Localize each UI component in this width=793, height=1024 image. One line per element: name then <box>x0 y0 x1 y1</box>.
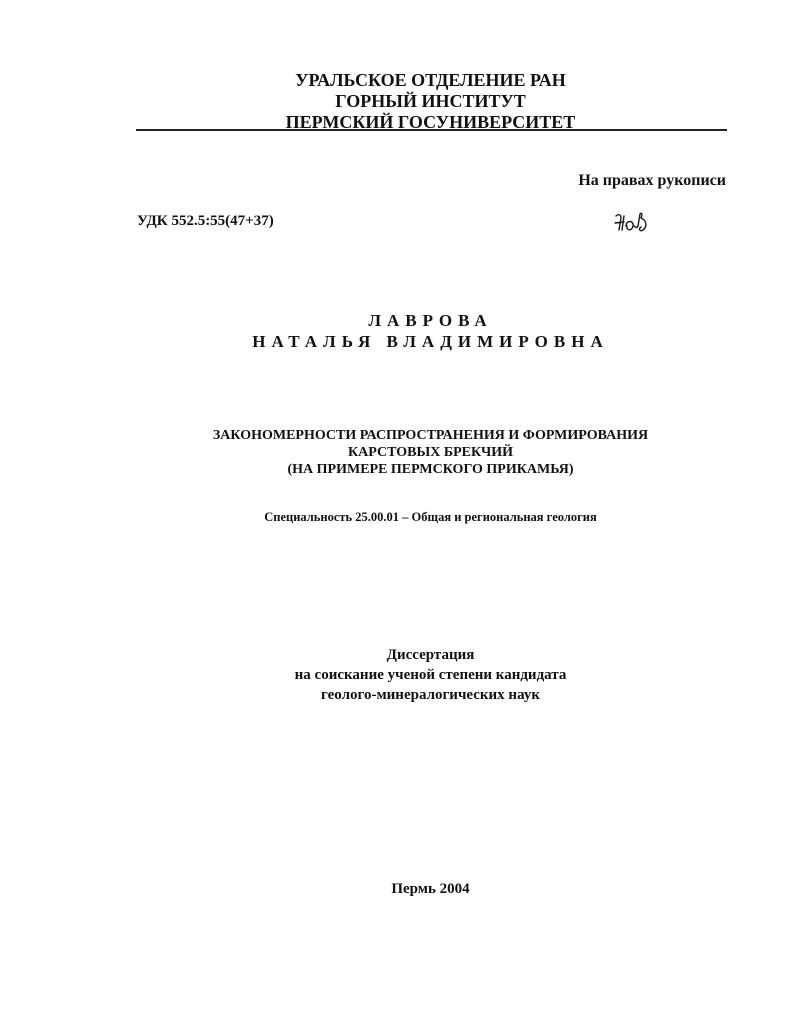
title-line-3: (НА ПРИМЕРЕ ПЕРМСКОГО ПРИКАМЬЯ) <box>287 462 574 477</box>
title-line-2: КАРСТОВЫХ БРЕКЧИЙ <box>348 445 513 460</box>
udk-code: УДК 552.5:55(47+37) <box>137 213 274 229</box>
degree-line-1: Диссертация <box>386 647 475 663</box>
organization-header <box>34 70 793 133</box>
city-year: Пермь 2004 <box>391 881 470 897</box>
org-line-1: УРАЛЬСКОЕ ОТДЕЛЕНИЕ РАН <box>295 70 566 90</box>
author-name <box>34 310 793 352</box>
author-given-names: НАТАЛЬЯ ВЛАДИМИРОВНА <box>252 332 609 351</box>
handwritten-signature <box>612 208 662 236</box>
org-line-3: ПЕРМСКИЙ ГОСУНИВЕРСИТЕТ <box>285 112 576 132</box>
specialty-line: Специальность 25.00.01 – Общая и региональная геология <box>264 510 597 524</box>
manuscript-rights-note: На правах рукописи <box>578 172 726 189</box>
dissertation-title <box>34 427 793 478</box>
header-divider <box>136 129 727 131</box>
title-line-1: ЗАКОНОМЕРНОСТИ РАСПРОСТРАНЕНИЯ И ФОРМИРОВАНИЯ <box>212 428 649 443</box>
org-line-2: ГОРНЫЙ ИНСТИТУТ <box>335 91 526 111</box>
degree-line-2: на соискание ученой степени кандидата <box>294 667 567 683</box>
degree-line-3: геолого-минералогических наук <box>321 687 540 703</box>
author-surname: ЛАВРОВА <box>368 311 493 330</box>
degree-statement <box>34 645 793 705</box>
